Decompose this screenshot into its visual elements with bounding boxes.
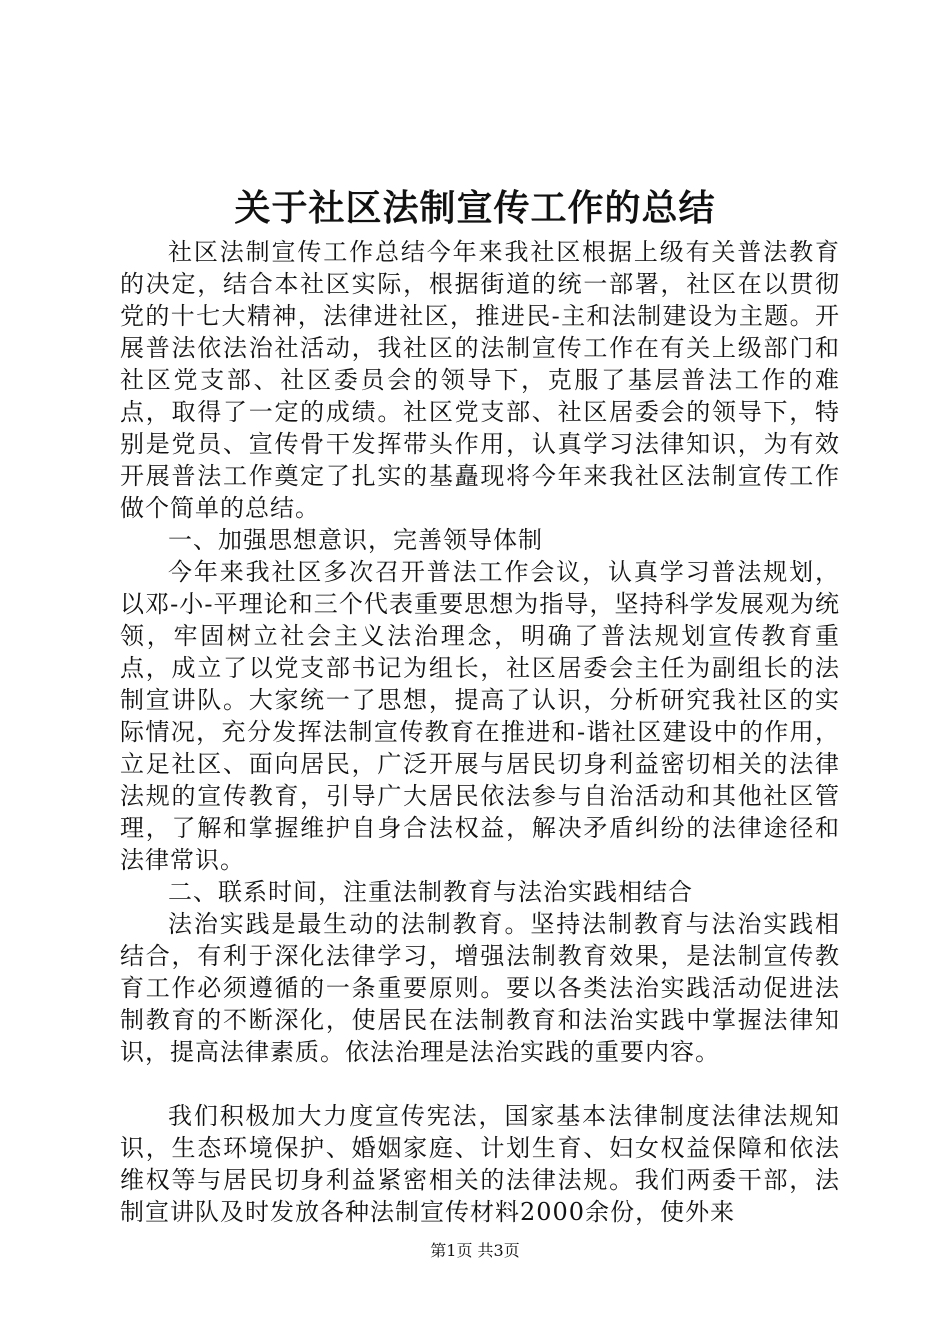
paragraph-section-2: 法治实践是最生动的法制教育。坚持法制教育与法治实践相结合，有利于深化法律学习，增强法制教育效果，是法制宣传教育工作必须遵循的一条重要原则。要以各类法治实践活动促进法制教育的不断深化，使居民在法制教育和法治实践中掌握法律知识，提高法律素质。依法治理是法治实践的重要内容。 — [120, 910, 840, 1066]
section-heading-2: 二、联系时间，注重法制教育与法治实践相结合 — [168, 878, 693, 906]
paragraph-spacer — [120, 1068, 840, 1100]
paragraph-intro: 社区法制宣传工作总结今年来我社区根据上级有关普法教育的决定，结合本社区实际，根据街道的统一部署，社区在以贯彻党的十七大精神，法律进社区，推进民-主和法制建设为主题。开展普法依法治社活动，我社区的法制宣传工作在有关上级部门和社区党支部、社区委员会的领导下，克服了基层普法工作的难点，取得了一定的成绩。社区党支部、社区居委会的领导下，特别是党员、宣传骨干发挥带头作用，认真学习法律知识，为有效开展普法工作奠定了扎实的基矗现将今年来我社区法制宣传工作做个简单的总结。 — [120, 238, 840, 522]
document-title: 关于社区法制宣传工作的总结 — [234, 187, 716, 229]
paragraph-section-2-continued: 我们积极加大力度宣传宪法，国家基本法律制度法律法规知识，生态环境保护、婚姻家庭、计划生育、妇女权益保障和依法维权等与居民切身利益紧密相关的法律法规。我们两委干部，法制宣讲队及时发放各种法制宣传材料2000余份，使外来 — [120, 1102, 840, 1226]
document-body — [120, 236, 840, 1228]
paragraph-section-1: 今年来我社区多次召开普法工作会议，认真学习普法规划，以邓-小-平理论和三个代表重要思想为指导，坚持科学发展观为统领，牢固树立社会主义法治理念，明确了普法规划宣传教育重点，成立了以党支部书记为组长，社区居委会主任为副组长的法制宣讲队。大家统一了思想，提高了认识，分析研究我社区的实际情况，充分发挥法制宣传教育在推进和-谐社区建设中的作用，立足社区、面向居民，广泛开展与居民切身利益密切相关的法律法规的宣传教育，引导广大居民依法参与自治活动和其他社区管理，了解和掌握维护自身合法权益，解决矛盾纠纷的法律途径和法律常识。 — [120, 558, 840, 874]
section-heading-1: 一、加强思想意识，完善领导体制 — [168, 526, 543, 554]
page-number-footer: 第1页 共3页 — [430, 1241, 520, 1260]
